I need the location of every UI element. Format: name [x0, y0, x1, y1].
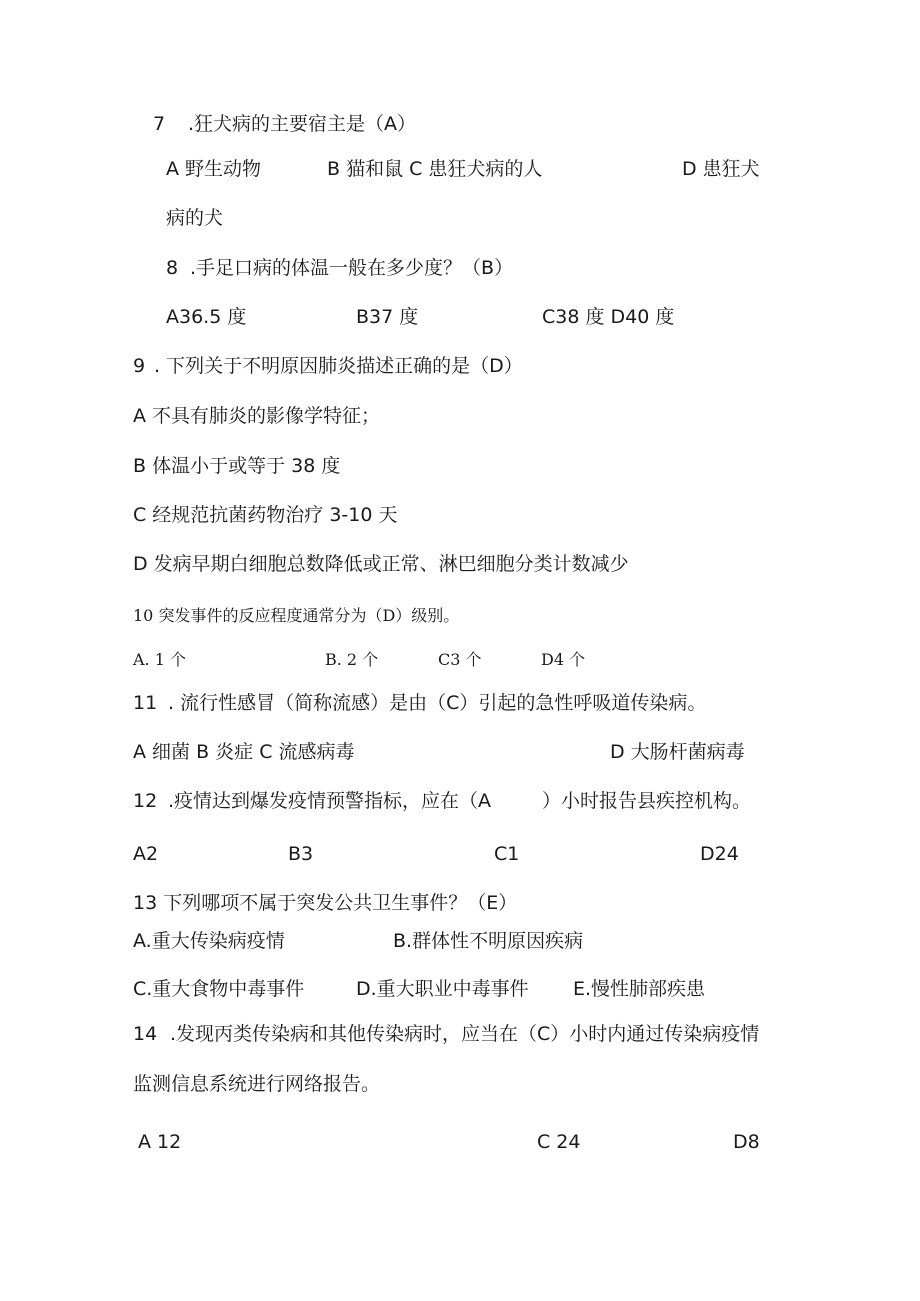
question-text-cont: ）小时报告县疾控机构。: [542, 790, 752, 812]
option-a: A.重大传染病疫情: [133, 930, 285, 952]
question-number: 8: [166, 257, 179, 279]
option-b: B37 度: [356, 306, 419, 328]
option-a: A36.5 度: [166, 306, 247, 328]
option-c: C1: [494, 843, 520, 865]
option-b: B3: [288, 843, 314, 865]
question-text: . 下列关于不明原因肺炎描述正确的是（D）: [154, 355, 523, 377]
option-c: C 经规范抗菌药物治疗 3-10 天: [133, 504, 398, 526]
option-e: E.慢性肺部疾患: [573, 978, 706, 1000]
q9-option-c: [133, 503, 398, 527]
question-number: 9: [133, 355, 146, 377]
option-d: D 患狂犬: [682, 158, 760, 180]
question-number: 11: [133, 692, 158, 714]
option-c: C.重大食物中毒事件: [133, 978, 305, 1000]
option-a: A2: [133, 843, 159, 865]
question-text: .疫情达到爆发疫情预警指标，应在（A: [168, 790, 492, 812]
option-d: D.重大职业中毒事件: [356, 978, 529, 1000]
question-text: .发现丙类传染病和其他传染病时，应当在（C）小时内通过传染病疫情: [170, 1023, 760, 1045]
option-c-d: C38 度 D40 度: [542, 306, 675, 328]
question-number: 12: [133, 790, 158, 812]
q9-option-b: [133, 454, 340, 478]
q10-line-1: [133, 604, 459, 628]
q14-line-2: [133, 1072, 380, 1096]
option-b: B.群体性不明原因疾病: [393, 930, 584, 952]
q9-option-a: [133, 404, 380, 428]
option-a: A. 1 个: [133, 650, 186, 669]
option-b: B. 2 个: [325, 650, 379, 669]
question-number: 14: [133, 1023, 158, 1045]
option-a-b-c: A 细菌 B 炎症 C 流感病毒: [133, 741, 355, 763]
question-text: . 流行性感冒（简称流感）是由（C）引起的急性呼吸道传染病。: [168, 692, 707, 714]
q9-option-d: [133, 552, 629, 576]
question-text: 13 下列哪项不属于突发公共卫生事件？（E）: [133, 892, 518, 914]
option-b-c: B 猫和鼠 C 患狂犬病的人: [327, 158, 543, 180]
option-d: D 大肠杆菌病毒: [610, 741, 745, 763]
question-number: 7: [153, 113, 166, 135]
option-d: D8: [733, 1131, 760, 1153]
option-d-cont: 病的犬: [166, 207, 224, 229]
question-text: 10 突发事件的反应程度通常分为（D）级别。: [133, 606, 460, 625]
option-a: A 不具有肺炎的影像学特征；: [133, 405, 381, 427]
option-c: C3 个: [438, 650, 482, 669]
option-c: C 24: [537, 1131, 581, 1153]
question-text: .狂犬病的主要宿主是（A）: [188, 113, 417, 135]
option-d: D24: [700, 843, 739, 865]
option-a: A 野生动物: [166, 158, 262, 180]
question-text: .手足口病的体温一般在多少度？（B）: [190, 257, 514, 279]
q13-line-1: [133, 891, 517, 915]
option-d: D 发病早期白细胞总数降低或正常、淋巴细胞分类计数减少: [133, 553, 629, 575]
option-d: D4 个: [541, 650, 586, 669]
option-b: B 体温小于或等于 38 度: [133, 455, 341, 477]
question-text-cont: 监测信息系统进行网络报告。: [133, 1073, 381, 1095]
option-a: A 12: [138, 1131, 182, 1153]
